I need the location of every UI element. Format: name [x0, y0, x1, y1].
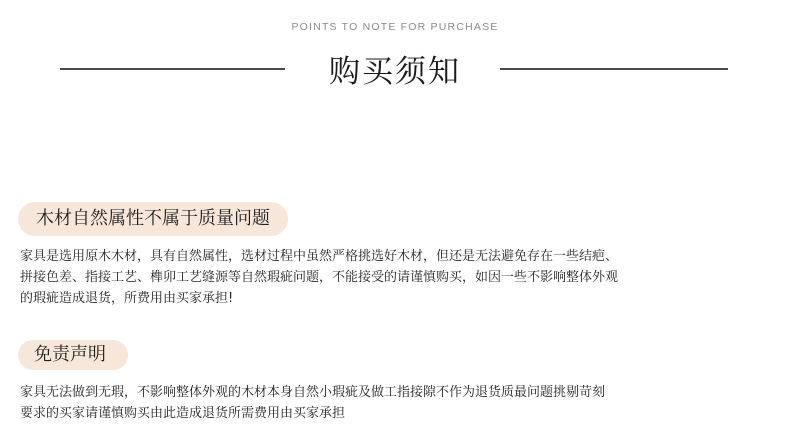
title-rule-right: [500, 68, 728, 70]
section-body-wood-properties: [20, 246, 780, 309]
header-subtitle: POINTS TO NOTE FOR PURCHASE: [291, 21, 499, 33]
page-title: 购买须知: [329, 54, 461, 90]
paragraph-line: 要求的买家请谨慎购买由此造成退货所需费用由买家承担: [20, 406, 346, 421]
section-heading-disclaimer: 免责声明: [18, 340, 128, 370]
section-body-disclaimer: [20, 382, 780, 424]
paragraph-line: 家具无法做到无瑕，不影响整体外观的木材本身自然小瑕疵及做工指接隙不作为退货质最问题挑剔苛刻: [20, 385, 606, 400]
section-heading-wood-properties: 木材自然属性不属于质量问题: [18, 202, 288, 236]
paragraph-line: 的瑕疵造成退货，所费用由买家承担!: [20, 291, 234, 306]
paragraph-line: 拼接色差、指接工艺、榫卯工艺缝源等自然瑕疵问题，不能接受的请谨慎购买，如因一些不影响整体外观: [20, 270, 619, 285]
paragraph-line: 家具是选用原木木材，具有自然属性，选材过程中虽然严格挑选好木材，但还是无法避免存在一些结疤、: [20, 249, 619, 264]
